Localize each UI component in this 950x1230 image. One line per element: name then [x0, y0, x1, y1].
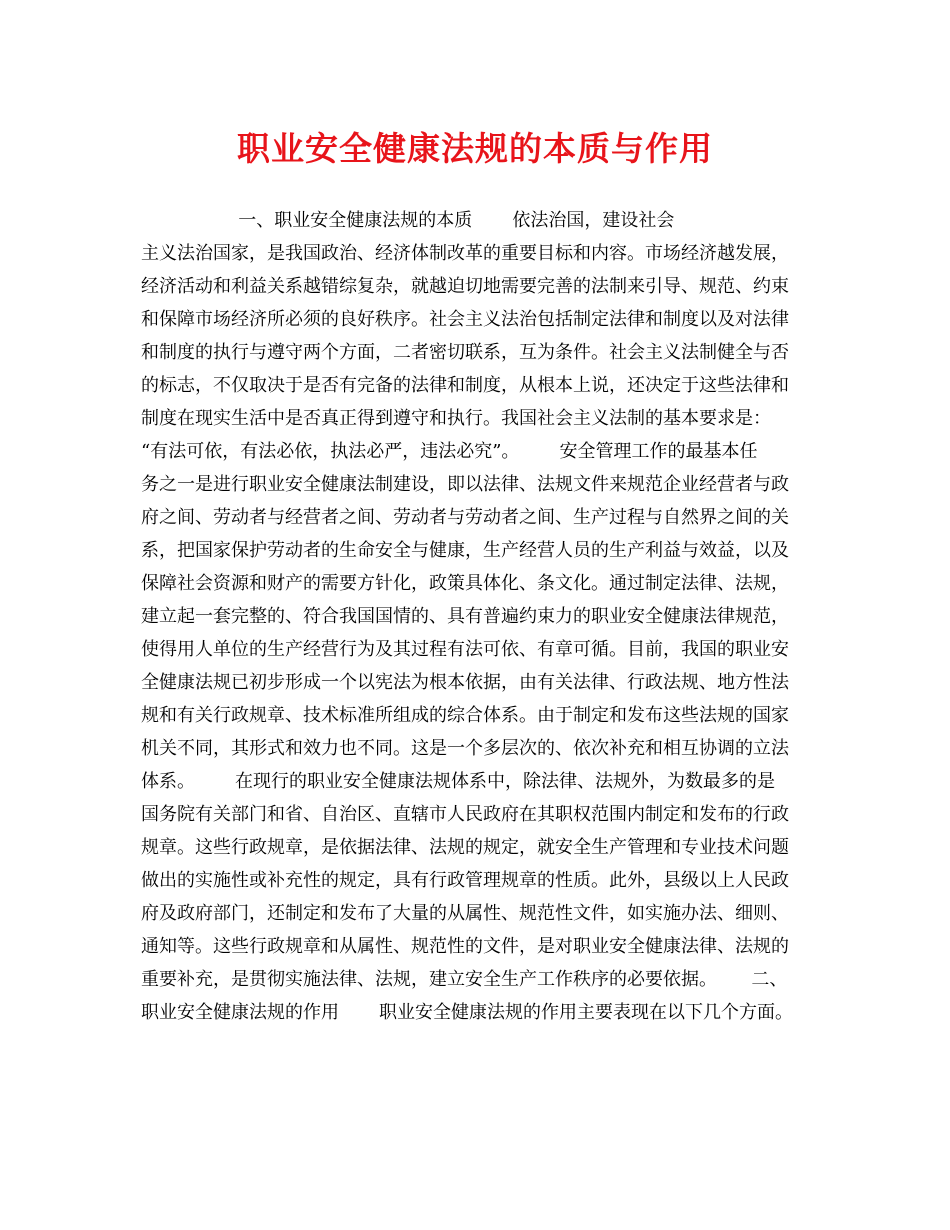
- body-line: 体系。 在现行的职业安全健康法规体系中，除法律、法规外，为数最多的是: [141, 771, 776, 792]
- body-line: 和保障市场经济所必须的良好秩序。社会主义法治包括制定法律和制度以及对法律: [141, 309, 789, 330]
- body-line: 国务院有关部门和省、自治区、直辖市人民政府在其职权范围内制定和发布的行政: [141, 804, 789, 825]
- body-line: 职业安全健康法规的作用 职业安全健康法规的作用主要表现在以下几个方面。: [141, 1002, 794, 1023]
- body-line: 使得用人单位的生产经营行为及其过程有法可依、有章可循。目前，我国的职业安: [141, 639, 789, 660]
- body-line: 制度在现实生活中是否真正得到遵守和执行。我国社会主义法制的基本要求是：: [141, 408, 771, 429]
- body-line: 通知等。这些行政规章和从属性、规范性的文件，是对职业安全健康法律、法规的: [141, 936, 789, 957]
- body-line: “有法可依，有法必依，执法必严，违法必究”。 安全管理工作的最基本任: [141, 441, 758, 462]
- body-line: 规和有关行政规章、技术标准所组成的综合体系。由于制定和发布这些法规的国家: [141, 705, 789, 726]
- body-line: 保障社会资源和财产的需要方针化，政策具体化、条文化。通过制定法律、法规，: [141, 573, 789, 594]
- body-line: 主义法治国家，是我国政治、经济体制改革的重要目标和内容。市场经济越发展，: [141, 243, 789, 264]
- body-line: 重要补充，是贯彻实施法律、法规，建立安全生产工作秩序的必要依据。 二、: [141, 969, 788, 990]
- body-line: 府及政府部门，还制定和发布了大量的从属性、规范性文件，如实施办法、细则、: [141, 903, 789, 924]
- body-line: 做出的实施性或补充性的规定，具有行政管理规章的性质。此外，县级以上人民政: [141, 870, 789, 891]
- body-line: 经济活动和利益关系越错综复杂，就越迫切地需要完善的法制来引导、规范、约束: [141, 276, 789, 297]
- body-line: 建立起一套完整的、符合我国国情的、具有普遍约束力的职业安全健康法律规范，: [141, 606, 789, 627]
- body-line: 和制度的执行与遵守两个方面，二者密切联系，互为条件。社会主义法制健全与否: [141, 342, 789, 363]
- body-line: 务之一是进行职业安全健康法制建设，即以法律、法规文件来规范企业经营者与政: [141, 474, 789, 495]
- body-line: 全健康法规已初步形成一个以宪法为根本依据，由有关法律、行政法规、地方性法: [141, 672, 789, 693]
- body-line: 府之间、劳动者与经营者之间、劳动者与劳动者之间、生产过程与自然界之间的关: [141, 507, 789, 528]
- body-line: 规章。这些行政规章，是依据法律、法规的规定，就安全生产管理和专业技术问题: [141, 837, 789, 858]
- document-title: 职业安全健康法规的本质与作用: [237, 129, 713, 168]
- body-line: 的标志，不仅取决于是否有完备的法律和制度，从根本上说，还决定于这些法律和: [141, 375, 789, 396]
- body-line: 机关不同，其形式和效力也不同。这是一个多层次的、依次补充和相互协调的立法: [141, 738, 789, 759]
- body-line: 一、职业安全健康法规的本质 依法治国，建设社会: [141, 210, 675, 231]
- body-line: 系，把国家保护劳动者的生命安全与健康，生产经营人员的生产利益与效益，以及: [141, 540, 789, 561]
